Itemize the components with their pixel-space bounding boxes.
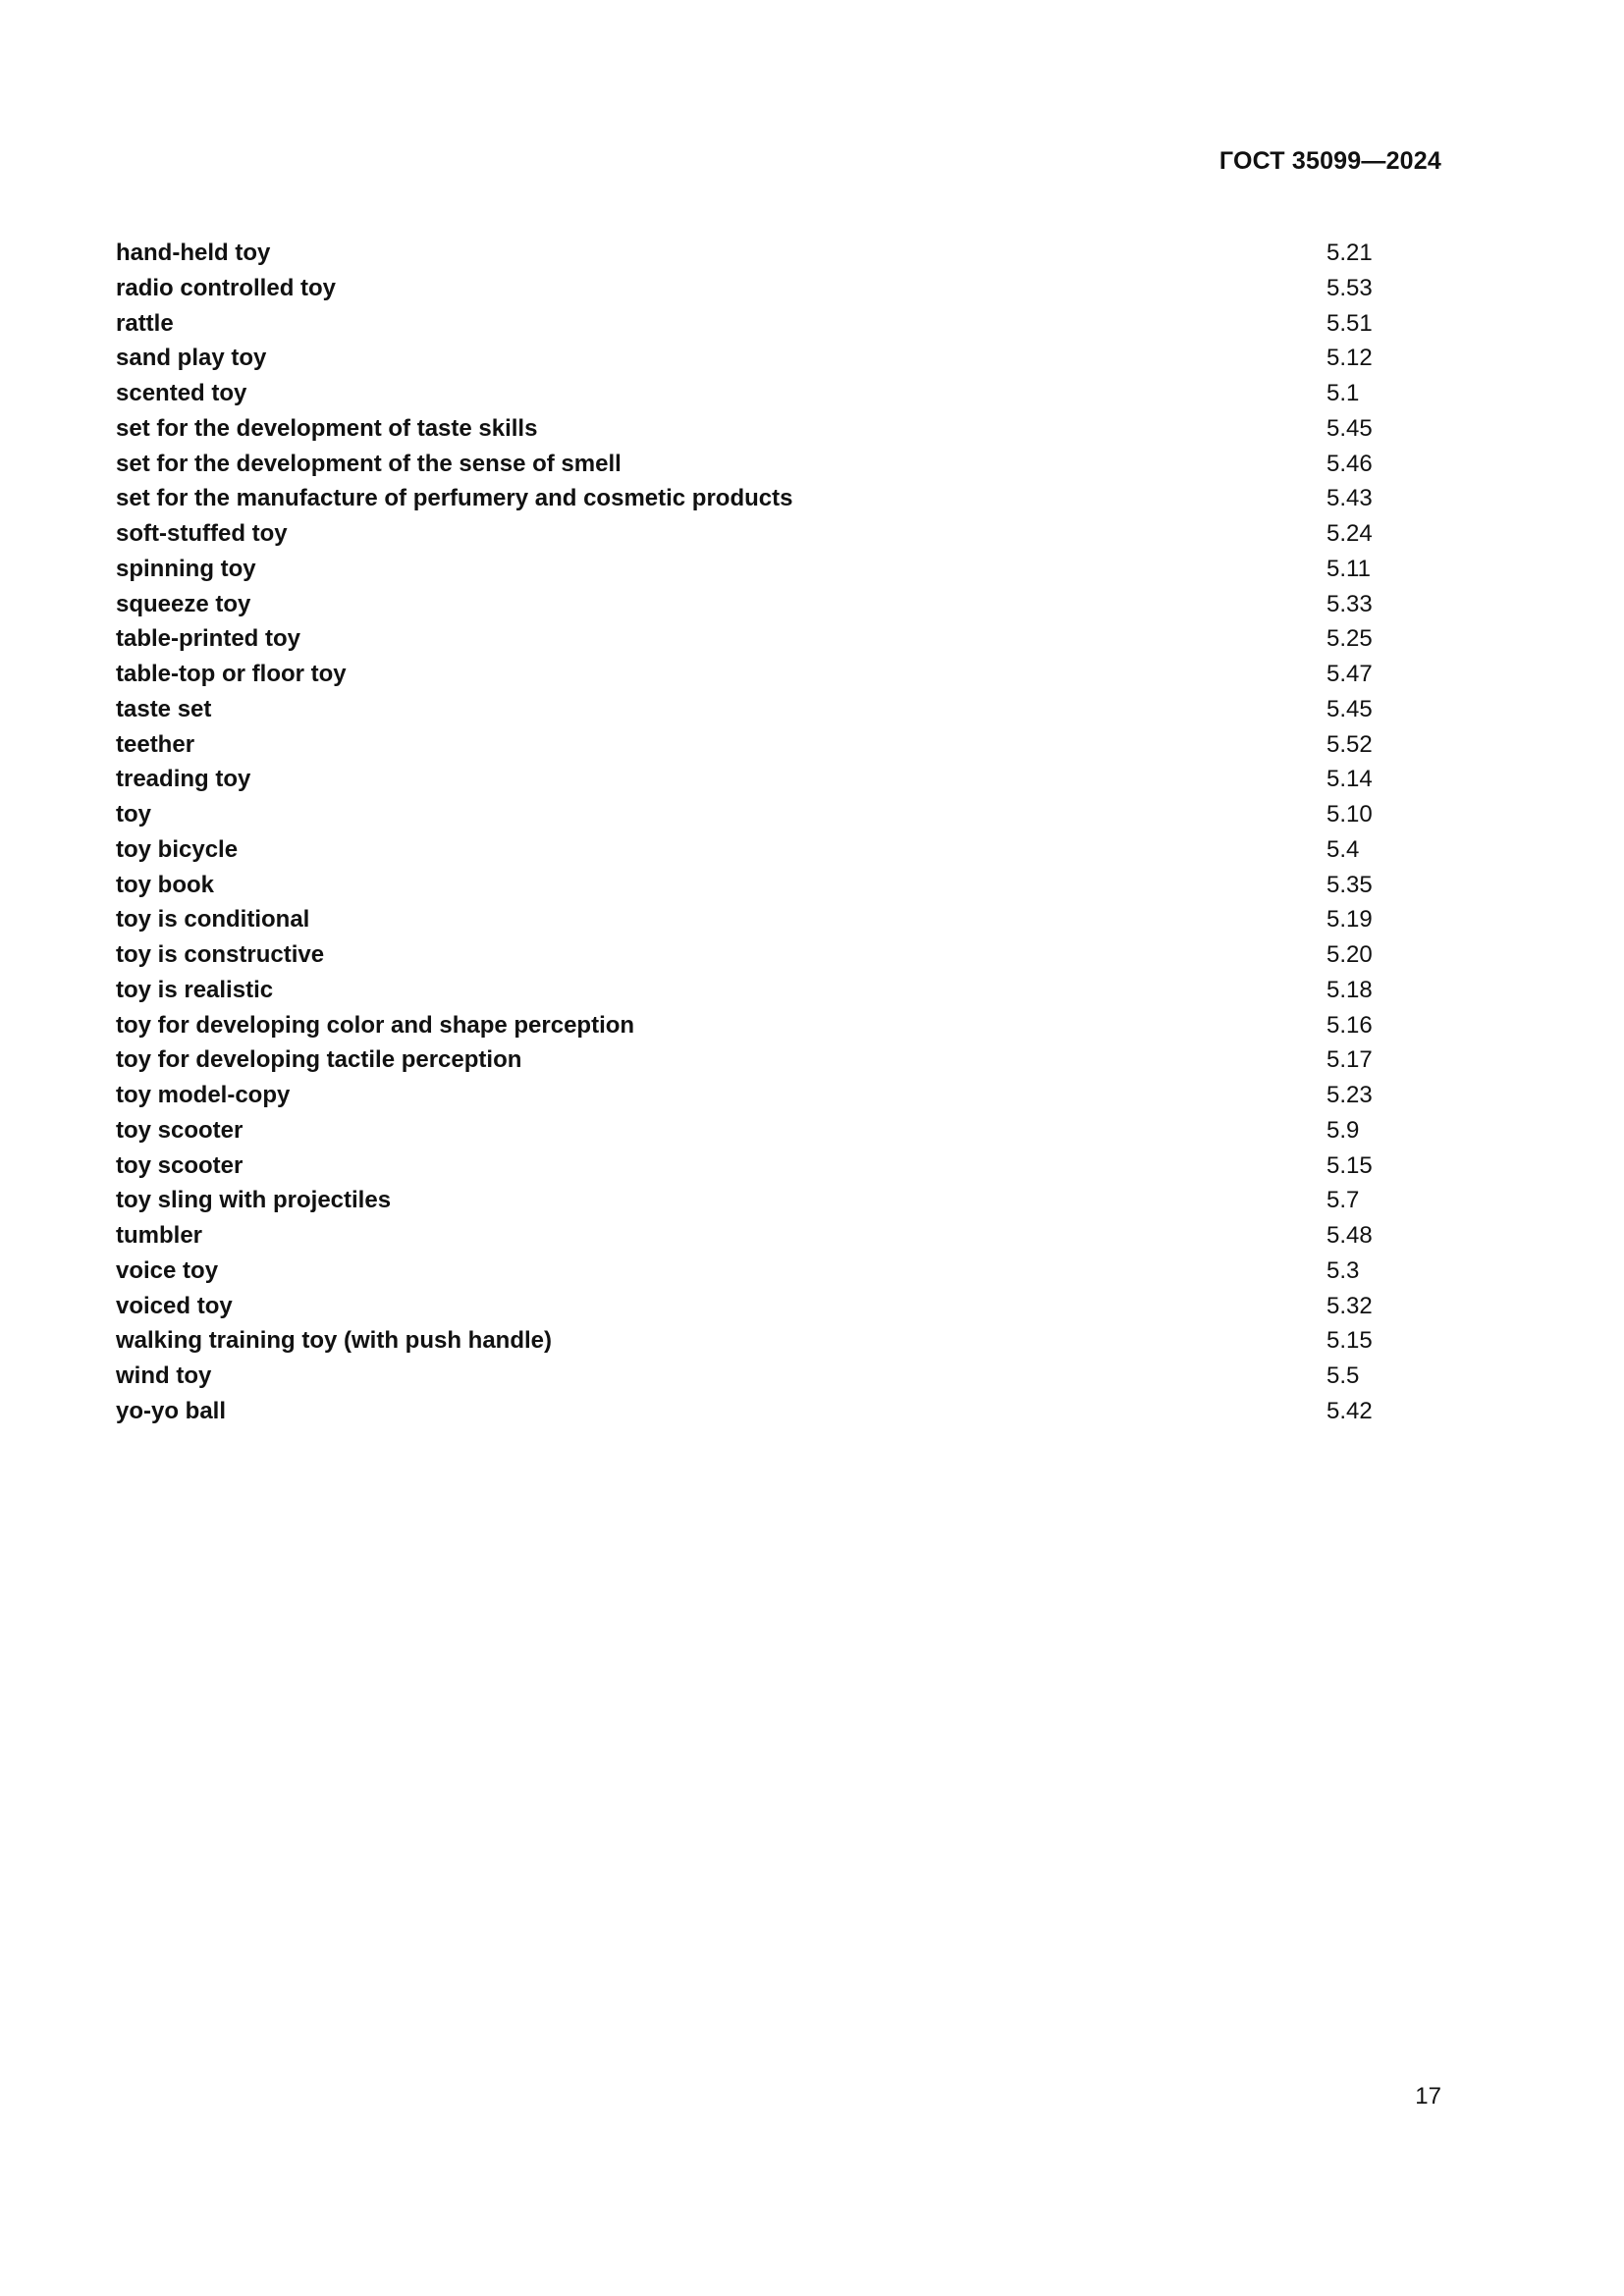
- index-term: toy bicycle: [116, 835, 239, 863]
- index-term: toy for developing tactile perception: [116, 1046, 522, 1074]
- index-term: tumbler: [116, 1222, 203, 1249]
- index-entry: [116, 447, 1382, 482]
- index-entry: [116, 341, 1382, 376]
- index-reference: 5.51: [1326, 309, 1373, 337]
- index-entry: [116, 1323, 1382, 1359]
- index-reference: 5.53: [1326, 274, 1373, 301]
- index-term: sand play toy: [116, 345, 267, 372]
- index-entry: [116, 587, 1382, 622]
- index-entry: [116, 1113, 1382, 1148]
- index-entry: [116, 516, 1382, 552]
- index-term: wind toy: [116, 1362, 212, 1389]
- index-entry: [116, 832, 1382, 868]
- index-reference: 5.52: [1326, 730, 1373, 758]
- index-reference: 5.43: [1326, 485, 1373, 512]
- index-term: voice toy: [116, 1256, 219, 1284]
- index-term: toy scooter: [116, 1116, 244, 1144]
- index-reference: 5.33: [1326, 590, 1373, 617]
- index-reference: 5.1: [1326, 380, 1360, 406]
- index-entry: [116, 1218, 1382, 1254]
- index-reference: 5.11: [1326, 555, 1371, 582]
- index-term: set for the development of taste skills: [116, 414, 538, 442]
- page-number: 17: [1415, 2083, 1441, 2109]
- index-reference: 5.46: [1326, 450, 1373, 477]
- index-term: taste set: [116, 695, 212, 722]
- index-reference: 5.18: [1326, 976, 1373, 1003]
- index-entry: [116, 868, 1382, 903]
- index-reference: 5.47: [1326, 661, 1373, 687]
- index-entry: [116, 1359, 1382, 1394]
- index-reference: 5.16: [1326, 1011, 1373, 1039]
- index-reference: 5.4: [1326, 835, 1360, 863]
- index-entry: [116, 762, 1382, 797]
- index-reference: 5.32: [1326, 1292, 1373, 1319]
- index-entry: [116, 306, 1382, 342]
- index-entry: [116, 902, 1382, 937]
- index-reference: 5.19: [1326, 906, 1373, 934]
- index-entry: [116, 1008, 1382, 1043]
- index-reference: 5.42: [1326, 1397, 1373, 1424]
- index-entry: [116, 1078, 1382, 1113]
- index-reference: 5.45: [1326, 414, 1373, 442]
- index-entry: [116, 411, 1382, 447]
- index-term: toy sling with projectiles: [116, 1187, 392, 1214]
- index-term: toy is constructive: [116, 941, 325, 968]
- index-term: table-printed toy: [116, 625, 301, 653]
- index-reference: 5.48: [1326, 1222, 1373, 1249]
- index-term: table-top or floor toy: [116, 661, 347, 687]
- index-entry: [116, 692, 1382, 727]
- index-term: hand-held toy: [116, 240, 271, 266]
- index-term: spinning toy: [116, 555, 256, 582]
- index-term: toy is realistic: [116, 976, 274, 1003]
- index-entry: [116, 552, 1382, 587]
- index-entry: [116, 376, 1382, 411]
- index-entry: [116, 1042, 1382, 1078]
- index-entry: [116, 481, 1382, 516]
- index-reference: 5.35: [1326, 871, 1373, 898]
- index-reference: 5.14: [1326, 766, 1373, 793]
- index-reference: 5.20: [1326, 941, 1373, 968]
- index-term: toy for developing color and shape perception: [116, 1011, 635, 1039]
- index-entry: [116, 621, 1382, 657]
- index-reference: 5.24: [1326, 520, 1373, 547]
- index-entry: [116, 797, 1382, 832]
- index-reference: 5.5: [1326, 1362, 1360, 1389]
- index-entry: [116, 271, 1382, 306]
- index-term: radio controlled toy: [116, 274, 337, 301]
- index-reference: 5.9: [1326, 1116, 1360, 1144]
- standard-header: ГОСТ 35099—2024: [1218, 147, 1441, 175]
- index-reference: 5.21: [1326, 240, 1373, 266]
- index-entry: [116, 1183, 1382, 1218]
- index-term: toy book: [116, 871, 214, 898]
- index-term: set for the manufacture of perfumery and cosmetic products: [116, 485, 793, 512]
- index-entry: [116, 657, 1382, 692]
- index-reference: 5.23: [1326, 1082, 1373, 1108]
- index-entry: [116, 727, 1382, 763]
- index-term: scented toy: [116, 380, 247, 406]
- index-entry: [116, 1148, 1382, 1184]
- index-term: toy is conditional: [116, 906, 310, 934]
- index-reference: 5.7: [1326, 1187, 1360, 1214]
- index-term: rattle: [116, 309, 174, 337]
- index-entry: [116, 236, 1382, 271]
- index-reference: 5.3: [1326, 1256, 1360, 1284]
- index-entry: [116, 937, 1382, 973]
- index-reference: 5.45: [1326, 695, 1373, 722]
- index-term: toy model-copy: [116, 1082, 291, 1108]
- index-reference: 5.10: [1326, 801, 1373, 828]
- index-reference: 5.12: [1326, 345, 1373, 372]
- index-entry: [116, 973, 1382, 1008]
- index-entry: [116, 1289, 1382, 1324]
- index-term: squeeze toy: [116, 590, 251, 617]
- index-reference: 5.25: [1326, 625, 1373, 653]
- index-term: toy: [116, 801, 151, 828]
- index-reference: 5.17: [1326, 1046, 1373, 1074]
- index-term: treading toy: [116, 766, 251, 793]
- index-term: soft-stuffed toy: [116, 520, 288, 547]
- index-term: set for the development of the sense of smell: [116, 450, 622, 477]
- index-entry: [116, 1394, 1382, 1429]
- index-term: yo-yo ball: [116, 1397, 227, 1424]
- index-term: toy scooter: [116, 1151, 244, 1179]
- term-index-list: [116, 236, 1382, 1429]
- index-reference: 5.15: [1326, 1151, 1373, 1179]
- index-term: voiced toy: [116, 1292, 233, 1319]
- index-entry: [116, 1254, 1382, 1289]
- index-term: walking training toy (with push handle): [116, 1327, 552, 1355]
- index-term: teether: [116, 730, 195, 758]
- index-reference: 5.15: [1326, 1327, 1373, 1355]
